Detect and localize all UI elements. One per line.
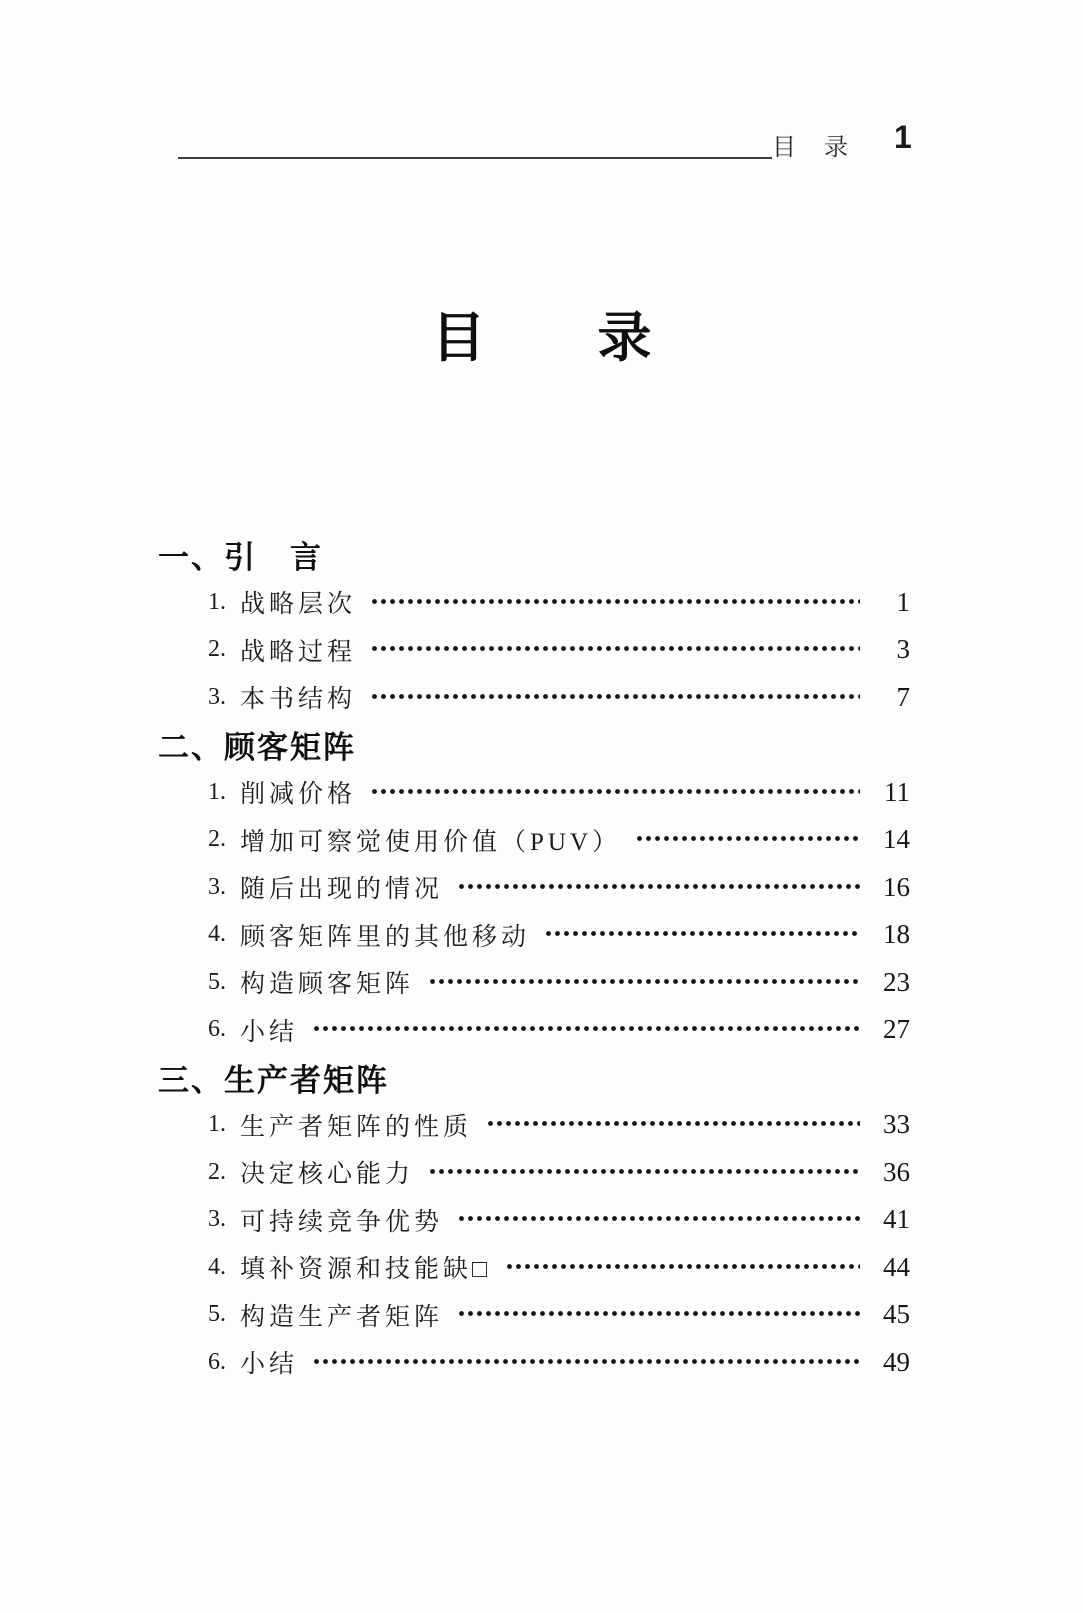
entry-page-number: 1 (896, 586, 910, 617)
entry-page-number: 41 (883, 1204, 910, 1235)
entry-title: 本书结构 (240, 686, 357, 714)
toc-entry (158, 1101, 910, 1149)
entry-page-number: 3 (896, 634, 910, 665)
entry-page-number: 18 (883, 919, 910, 950)
dot-leader (457, 1310, 860, 1317)
dot-leader (312, 1025, 860, 1032)
entry-page-number: 7 (896, 681, 910, 712)
entry-number: 1. (208, 588, 226, 615)
entry-number: 3. (208, 873, 226, 900)
dot-leader (457, 1215, 860, 1222)
running-header-title: 目 录 (772, 135, 850, 161)
entry-title: 决定核心能力 (240, 1161, 415, 1189)
page-title-char-right: 录 (597, 308, 652, 368)
entry-title: 顾客矩阵里的其他移动 (240, 923, 531, 951)
dot-leader (370, 788, 860, 795)
dot-leader (428, 978, 860, 985)
toc-entry (158, 1339, 910, 1387)
toc-entry (158, 1244, 910, 1292)
dot-leader (635, 835, 860, 842)
entry-number: 2. (208, 826, 226, 853)
toc-entry (158, 579, 910, 627)
page-title-char-left: 目 (431, 308, 486, 368)
toc-entry (158, 816, 910, 864)
toc-entry (158, 1149, 910, 1197)
toc-entry (158, 674, 910, 722)
entry-page-number: 27 (883, 1014, 910, 1045)
entry-title: 构造顾客矩阵 (240, 971, 415, 999)
toc-entry (158, 911, 910, 959)
entry-title: 生产者矩阵的性质 (240, 1113, 473, 1141)
entry-page-number: 14 (883, 824, 910, 855)
entry-page-number: 49 (883, 1346, 910, 1377)
entry-number: 6. (208, 1016, 226, 1043)
entry-number: 6. (208, 1348, 226, 1375)
dot-leader (370, 598, 860, 605)
entry-page-number: 23 (883, 966, 910, 997)
entry-number: 5. (208, 968, 226, 995)
entry-page-number: 45 (883, 1299, 910, 1330)
entry-title: 战略层次 (240, 591, 357, 619)
dot-leader (370, 645, 860, 652)
entry-number: 2. (208, 636, 226, 663)
entry-number: 2. (208, 1158, 226, 1185)
header-rule (178, 157, 772, 159)
dot-leader (486, 1120, 860, 1127)
table-of-contents (158, 531, 910, 1386)
entry-number: 3. (208, 1206, 226, 1233)
toc-entry (158, 1006, 910, 1054)
entry-title: 随后出现的情况 (240, 876, 444, 904)
dot-leader (370, 693, 860, 700)
toc-entry (158, 864, 910, 912)
entry-title: 小结 (240, 1018, 299, 1046)
section-heading: 二、顾客矩阵 (158, 730, 356, 766)
toc-entry (158, 1291, 910, 1339)
entry-page-number: 33 (883, 1109, 910, 1140)
entry-number: 4. (208, 921, 226, 948)
entry-page-number: 11 (884, 776, 910, 807)
entry-title: 填补资源和技能缺□ (240, 1256, 492, 1284)
entry-number: 1. (208, 778, 226, 805)
dot-leader (457, 883, 860, 890)
dot-leader (428, 1168, 860, 1175)
section-heading: 一、引 言 (158, 540, 323, 576)
entry-title: 削减价格 (240, 781, 357, 809)
entry-title: 构造生产者矩阵 (240, 1303, 444, 1331)
section-heading: 三、生产者矩阵 (158, 1062, 389, 1098)
entry-page-number: 44 (883, 1251, 910, 1282)
entry-number: 1. (208, 1111, 226, 1138)
running-header-page-number: 1 (894, 119, 912, 155)
entry-title: 战略过程 (240, 638, 357, 666)
toc-entry (158, 626, 910, 674)
toc-entry (158, 769, 910, 817)
entry-page-number: 36 (883, 1156, 910, 1187)
entry-number: 3. (208, 683, 226, 710)
entry-number: 5. (208, 1301, 226, 1328)
dot-leader (312, 1358, 860, 1365)
entry-page-number: 16 (883, 871, 910, 902)
entry-title: 可持续竞争优势 (240, 1208, 444, 1236)
toc-entry (158, 959, 910, 1007)
entry-title: 小结 (240, 1351, 299, 1379)
entry-title: 增加可察觉使用价值（PUV） (240, 828, 622, 856)
page-title (0, 295, 1083, 372)
dot-leader (544, 930, 860, 937)
dot-leader (505, 1263, 860, 1270)
entry-number: 4. (208, 1253, 226, 1280)
toc-entry (158, 1196, 910, 1244)
